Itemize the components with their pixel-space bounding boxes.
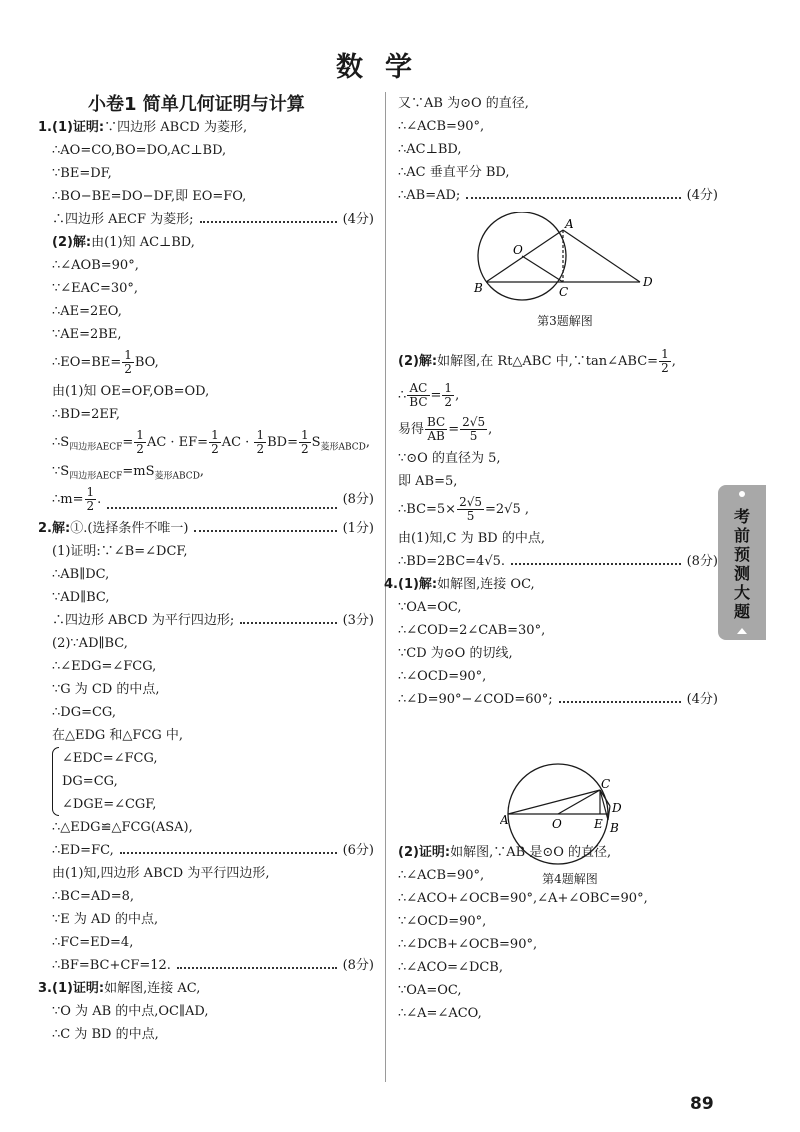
- q2-line-3: ∴AB∥DC,: [52, 567, 110, 582]
- q4-line-13: ∵OA=OC,: [398, 983, 462, 998]
- q1-line-13: ∴BD=2EF,: [52, 407, 121, 422]
- score: (4分): [342, 212, 374, 227]
- label-o: O: [552, 817, 562, 831]
- q1-line-12: 由(1)知 OE=OF,OB=OD,: [52, 384, 210, 399]
- label-b: B: [474, 281, 483, 295]
- q4-line-6: ∴∠D=90°−∠COD=60°; (4分): [398, 688, 718, 711]
- q2-line-10: 在△EDG 和△FCG 中,: [52, 728, 184, 743]
- fraction: $\frac{BC}{AB}$: [427, 415, 446, 443]
- q3-right-line-4: ∴AC 垂直平分 BD,: [398, 165, 510, 180]
- segment-ac: [508, 790, 600, 814]
- q3-right-line-3: ∴AC⊥BD,: [398, 142, 462, 157]
- brace-line-3: ∠DGE=∠CGF,: [62, 797, 157, 812]
- q4-line-11: ∴∠DCB+∠OCB=90°,: [398, 937, 538, 952]
- q3-right-line-8: 易得 $\frac{BC}{AB}$ = $\frac{2√5}{5}$ ,: [398, 415, 493, 443]
- question-number: 2.: [38, 521, 52, 536]
- brace-bracket: [52, 747, 59, 816]
- section-subtitle: 小卷1 简单几何证明与计算: [88, 94, 305, 115]
- q2-line-9: ∴DG=CG,: [52, 705, 116, 720]
- q4-line-9: ∴∠ACO+∠OCB=90°,∠A+∠OBC=90°,: [398, 891, 648, 906]
- q2-line-7: ∴∠EDG=∠FCG,: [52, 659, 157, 674]
- brace-system: [52, 747, 374, 816]
- side-tab-char: 大: [733, 583, 750, 602]
- q2-line-12: ∴ED=FC, (6分): [52, 839, 374, 862]
- q1-line-9: ∴AE=2EO,: [52, 304, 122, 319]
- label-c: C: [559, 285, 569, 299]
- q4-line-3: ∴∠COD=2∠CAB=30°,: [398, 623, 546, 638]
- q3-right-line-2: ∴∠ACB=90°,: [398, 119, 485, 134]
- q4-line-7: (2)证明:如解图,∵AB 是⊙O 的直径,: [398, 845, 612, 860]
- q2-line-2: (1)证明:∵∠B=∠DCF,: [52, 544, 188, 559]
- left-column: [38, 116, 374, 1046]
- side-tab-char: 预: [733, 545, 750, 564]
- score: (3分): [342, 613, 374, 628]
- segment-oc: [522, 256, 563, 282]
- figure-q4-diagram: [500, 762, 640, 872]
- side-tab-char: 考: [733, 507, 750, 526]
- q1-line-4: ∴BO−BE=DO−DF,即 EO=FO,: [52, 189, 247, 204]
- label-d: D: [643, 275, 653, 289]
- q2-line-5: ∴四边形 ABCD 为平行四边形; (3分): [52, 609, 374, 632]
- page-title: 数学: [336, 52, 434, 83]
- label-o: O: [513, 243, 523, 257]
- fraction: $\frac{1}{2}$: [300, 428, 309, 456]
- tab-arrow-icon: [737, 628, 747, 634]
- score: (8分): [686, 554, 718, 569]
- score: (4分): [686, 692, 718, 707]
- side-tab: [718, 485, 766, 640]
- fraction: $\frac{2√5}{5}$: [459, 495, 482, 523]
- label-c: C: [601, 777, 611, 791]
- q3-right-line-5: ∴AB=AD; (4分): [398, 184, 718, 207]
- q1-line-6: (2)解:由(1)知 AC⊥BD,: [52, 235, 195, 250]
- q4-line-2: ∵OA=OC,: [398, 600, 462, 615]
- q3-line-1: 3. (1)证明:如解图,连接 AC,: [52, 977, 374, 1000]
- q3-right-line-13: ∴BD=2BC=4√5. (8分): [398, 550, 718, 573]
- fraction: $\frac{1}{2}$: [444, 381, 453, 409]
- question-number: 3.: [38, 981, 52, 996]
- q2-line-8: ∵G 为 CD 的中点,: [52, 682, 160, 697]
- q1-line-2: ∴AO=CO,BO=DO,AC⊥BD,: [52, 143, 227, 158]
- segment-ad: [563, 230, 640, 282]
- fraction: $\frac{2√5}{5}$: [462, 415, 486, 443]
- q3-right-line-9: ∵⊙O 的直径为 5,: [398, 451, 501, 466]
- fraction: $\frac{1}{2}$: [211, 428, 219, 456]
- q4-line-5: ∴∠OCD=90°,: [398, 669, 487, 684]
- q3-right-line-1: 又∵AB 为⊙O 的直径,: [398, 96, 529, 111]
- q1-line-10: ∵AE=2BE,: [52, 327, 122, 342]
- side-tab-char: 测: [733, 564, 750, 583]
- score: (4分): [686, 188, 718, 203]
- figure-q4-caption: 第4题解图: [542, 872, 598, 886]
- q2-line-16: ∴FC=ED=4,: [52, 935, 134, 950]
- figure-q3-diagram: [468, 212, 668, 312]
- fraction: $\frac{1}{2}$: [661, 347, 669, 375]
- score: (8分): [342, 958, 374, 973]
- q2-line-14: ∴BC=AD=8,: [52, 889, 135, 904]
- q1-line-3: ∵BE=DF,: [52, 166, 112, 181]
- label-e: E: [594, 817, 603, 831]
- q2-line-11: ∴△EDG≌△FCG(ASA),: [52, 820, 193, 835]
- score: (1分): [342, 521, 374, 536]
- figure-q3-caption: 第3题解图: [537, 314, 593, 328]
- fraction: $\frac{1}{2}$: [136, 428, 144, 456]
- q1-line-11: ∴EO=BE= $\frac{1}{2}$ BO,: [52, 348, 159, 376]
- side-tab-char: 前: [733, 526, 750, 545]
- fraction: $\frac{1}{2}$: [86, 485, 95, 513]
- q2-line-13: 由(1)知,四边形 ABCD 为平行四边形,: [52, 866, 270, 881]
- q3-right-line-7: ∴ $\frac{AC}{BC}$ = $\frac{1}{2}$ ,: [398, 381, 460, 409]
- q1-line-5: ∴四边形 AECF 为菱形; (4分): [52, 208, 374, 231]
- q3-right-line-6: (2)解:如解图,在 Rt△ABC 中,∵tan∠ABC= $\frac{1}{2}$ ,: [398, 347, 676, 375]
- fraction: $\frac{1}{2}$: [124, 348, 132, 376]
- fraction: $\frac{AC}{BC}$: [409, 381, 428, 409]
- q2-line-6: (2)∵AD∥BC,: [52, 636, 128, 651]
- label-a: A: [565, 217, 574, 231]
- q1-line-7: ∴∠AOB=90°,: [52, 258, 139, 273]
- segment-cd: [600, 790, 610, 806]
- q4-line-8: ∴∠ACB=90°,: [398, 868, 485, 883]
- q4-line-12: ∴∠ACO=∠DCB,: [398, 960, 503, 975]
- q4-line-14: ∴∠A=∠ACO,: [398, 1006, 482, 1021]
- q4-line-4: ∵CD 为⊙O 的切线,: [398, 646, 513, 661]
- q2-line-4: ∵AD∥BC,: [52, 590, 110, 605]
- label-a: A: [500, 813, 509, 827]
- q1-line-14: $\therefore S_{四边形AECF}=$ $\frac{1}{2}$ AC · EF= $\frac{1}{2}$ AC · $\frac{1}{2}$ BD= $\frac{1}{2}$ $S_{菱形ABCD}$,: [52, 428, 371, 456]
- q1-line-1: 1. (1)证明:∵四边形 ABCD 为菱形,: [52, 116, 374, 139]
- q2-line-17: ∴BF=BC+CF=12. (8分): [52, 954, 374, 977]
- q3-line-2: ∵O 为 AB 的中点,OC∥AD,: [52, 1004, 209, 1019]
- question-number: 4.: [384, 577, 398, 592]
- page-number: 89: [690, 1094, 714, 1114]
- score: (6分): [342, 843, 374, 858]
- score: (8分): [342, 492, 374, 507]
- q3-right-line-12: 由(1)知,C 为 BD 的中点,: [398, 531, 545, 546]
- q3-line-3: ∴C 为 BD 的中点,: [52, 1027, 159, 1042]
- q4-line-1: 4. (1)解:如解图,连接 OC,: [398, 573, 718, 596]
- brace-line-2: DG=CG,: [62, 774, 118, 789]
- q3-right-line-11: ∴BC=5× $\frac{2√5}{5}$ =2√5 ,: [398, 495, 529, 523]
- label-b: B: [610, 821, 619, 835]
- label-d: D: [612, 801, 622, 815]
- segment-oc: [558, 790, 600, 814]
- fraction: $\frac{1}{2}$: [256, 428, 265, 456]
- brace-line-1: ∠EDC=∠FCG,: [62, 751, 158, 766]
- q1-line-16: ∴m= $\frac{1}{2}$ . (8分): [52, 483, 374, 517]
- q4-line-10: ∵∠OCD=90°,: [398, 914, 487, 929]
- side-tab-char: 题: [733, 602, 750, 621]
- tab-dot-icon: [739, 491, 745, 497]
- q3-right-line-10: 即 AB=5,: [398, 474, 458, 489]
- question-number: 1.: [38, 120, 52, 135]
- q2-line-1: 2. 解:①.(选择条件不唯一) (1分): [52, 517, 374, 540]
- q1-line-15: $\because S_{四边形AECF}=mS_{菱形ABCD}$,: [52, 464, 205, 482]
- q2-line-15: ∵E 为 AD 的中点,: [52, 912, 159, 927]
- q1-line-8: ∵∠EAC=30°,: [52, 281, 139, 296]
